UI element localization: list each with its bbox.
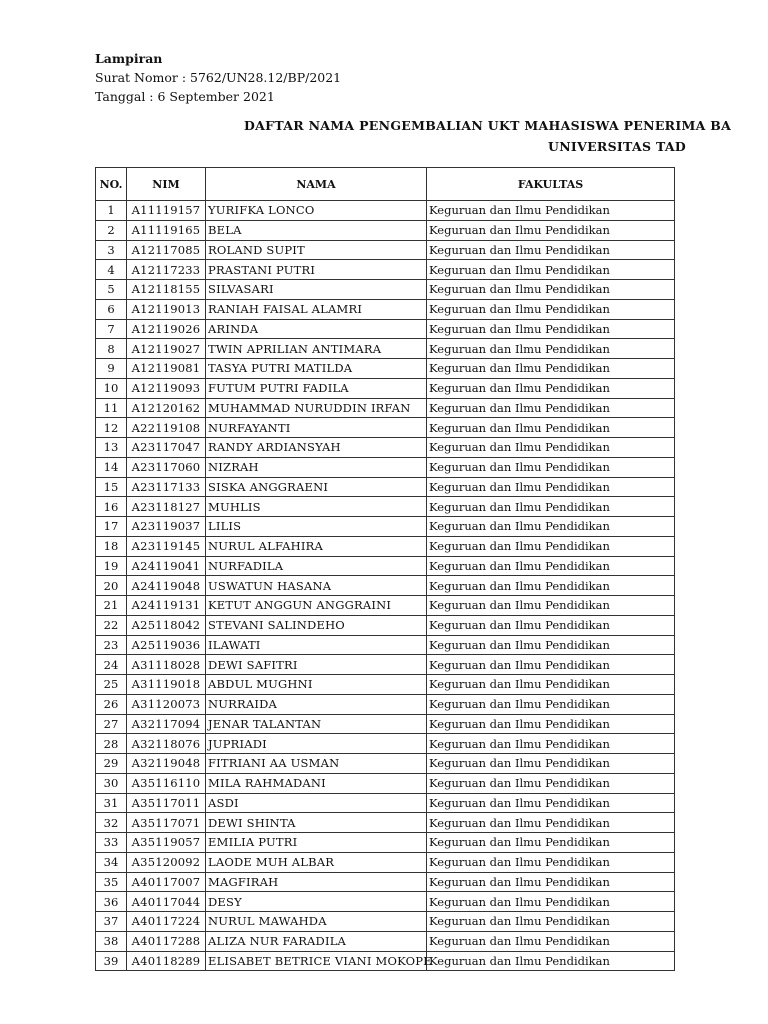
row-number: 24 (96, 655, 127, 675)
student-nim: A35120092 (127, 852, 206, 872)
student-name: MUHLIS (206, 497, 427, 517)
faculty-name: Keguruan dan Ilmu Pendidikan (427, 813, 675, 833)
row-number: 20 (96, 576, 127, 596)
faculty-name: Keguruan dan Ilmu Pendidikan (427, 438, 675, 458)
faculty-name: Keguruan dan Ilmu Pendidikan (427, 260, 675, 280)
student-nim: A32118076 (127, 734, 206, 754)
table-row (96, 359, 675, 379)
student-name: MAGFIRAH (206, 872, 427, 892)
table-row (96, 319, 675, 339)
student-name: ABDUL MUGHNI (206, 675, 427, 695)
student-nim: A25118042 (127, 615, 206, 635)
table-row (96, 793, 675, 813)
student-name: ARINDA (206, 319, 427, 339)
table-row (96, 655, 675, 675)
student-name: USWATUN HASANA (206, 576, 427, 596)
table-row (96, 833, 675, 853)
row-number: 32 (96, 813, 127, 833)
student-nim: A31120073 (127, 694, 206, 714)
table-row (96, 517, 675, 537)
column-header-fakultas: FAKULTAS (427, 168, 675, 201)
student-name: MILA RAHMADANI (206, 773, 427, 793)
table-row (96, 220, 675, 240)
student-name: KETUT ANGGUN ANGGRAINI (206, 596, 427, 616)
faculty-name: Keguruan dan Ilmu Pendidikan (427, 536, 675, 556)
student-nim: A23118127 (127, 497, 206, 517)
student-name: EMILIA PUTRI (206, 833, 427, 853)
row-number: 16 (96, 497, 127, 517)
student-table (95, 167, 675, 971)
row-number: 13 (96, 438, 127, 458)
student-name: ASDI (206, 793, 427, 813)
student-nim: A23117047 (127, 438, 206, 458)
student-nim: A12120162 (127, 398, 206, 418)
faculty-name: Keguruan dan Ilmu Pendidikan (427, 359, 675, 379)
student-nim: A12117233 (127, 260, 206, 280)
faculty-name: Keguruan dan Ilmu Pendidikan (427, 675, 675, 695)
student-name: FITRIANI AA USMAN (206, 754, 427, 774)
faculty-name: Keguruan dan Ilmu Pendidikan (427, 754, 675, 774)
student-nim: A40117224 (127, 912, 206, 932)
table-row (96, 813, 675, 833)
faculty-name: Keguruan dan Ilmu Pendidikan (427, 596, 675, 616)
student-nim: A35119057 (127, 833, 206, 853)
row-number: 27 (96, 714, 127, 734)
faculty-name: Keguruan dan Ilmu Pendidikan (427, 773, 675, 793)
faculty-name: Keguruan dan Ilmu Pendidikan (427, 833, 675, 853)
student-nim: A24119041 (127, 556, 206, 576)
faculty-name: Keguruan dan Ilmu Pendidikan (427, 280, 675, 300)
row-number: 9 (96, 359, 127, 379)
student-name: NURFADILA (206, 556, 427, 576)
row-number: 14 (96, 457, 127, 477)
student-nim: A40117288 (127, 931, 206, 951)
faculty-name: Keguruan dan Ilmu Pendidikan (427, 872, 675, 892)
row-number: 3 (96, 240, 127, 260)
table-row (96, 852, 675, 872)
row-number: 25 (96, 675, 127, 695)
faculty-name: Keguruan dan Ilmu Pendidikan (427, 951, 675, 971)
faculty-name: Keguruan dan Ilmu Pendidikan (427, 220, 675, 240)
row-number: 36 (96, 892, 127, 912)
column-header-no: NO. (96, 168, 127, 201)
faculty-name: Keguruan dan Ilmu Pendidikan (427, 694, 675, 714)
faculty-name: Keguruan dan Ilmu Pendidikan (427, 201, 675, 221)
table-row (96, 438, 675, 458)
row-number: 28 (96, 734, 127, 754)
document-title-line-1: DAFTAR NAMA PENGEMBALIAN UKT MAHASISWA PENERIMA BA (244, 118, 732, 133)
student-nim: A23119145 (127, 536, 206, 556)
table-row (96, 635, 675, 655)
table-row (96, 260, 675, 280)
row-number: 15 (96, 477, 127, 497)
student-name: NURFAYANTI (206, 418, 427, 438)
student-nim: A12119027 (127, 339, 206, 359)
faculty-name: Keguruan dan Ilmu Pendidikan (427, 240, 675, 260)
student-name: DEWI SAFITRI (206, 655, 427, 675)
faculty-name: Keguruan dan Ilmu Pendidikan (427, 556, 675, 576)
student-name: LAODE MUH ALBAR (206, 852, 427, 872)
student-name: NIZRAH (206, 457, 427, 477)
faculty-name: Keguruan dan Ilmu Pendidikan (427, 517, 675, 537)
row-number: 38 (96, 931, 127, 951)
table-row (96, 714, 675, 734)
table-row (96, 418, 675, 438)
table-row (96, 556, 675, 576)
faculty-name: Keguruan dan Ilmu Pendidikan (427, 299, 675, 319)
faculty-name: Keguruan dan Ilmu Pendidikan (427, 793, 675, 813)
student-nim: A40118289 (127, 951, 206, 971)
faculty-name: Keguruan dan Ilmu Pendidikan (427, 615, 675, 635)
row-number: 31 (96, 793, 127, 813)
column-header-nama: NAMA (206, 168, 427, 201)
faculty-name: Keguruan dan Ilmu Pendidikan (427, 457, 675, 477)
table-row (96, 201, 675, 221)
student-name: SILVASARI (206, 280, 427, 300)
student-nim: A12119013 (127, 299, 206, 319)
student-name: NURUL ALFAHIRA (206, 536, 427, 556)
table-row (96, 754, 675, 774)
student-name: ILAWATI (206, 635, 427, 655)
table-row (96, 398, 675, 418)
row-number: 29 (96, 754, 127, 774)
row-number: 18 (96, 536, 127, 556)
table-row (96, 477, 675, 497)
student-name: FUTUM PUTRI FADILA (206, 378, 427, 398)
row-number: 8 (96, 339, 127, 359)
student-nim: A40117044 (127, 892, 206, 912)
student-name: NURRAIDA (206, 694, 427, 714)
table-body (96, 201, 675, 971)
row-number: 22 (96, 615, 127, 635)
letter-number: Surat Nomor : 5762/UN28.12/BP/2021 (95, 70, 342, 85)
student-name: NURUL MAWAHDA (206, 912, 427, 932)
student-nim: A12119093 (127, 378, 206, 398)
student-name: DEWI SHINTA (206, 813, 427, 833)
faculty-name: Keguruan dan Ilmu Pendidikan (427, 418, 675, 438)
row-number: 5 (96, 280, 127, 300)
student-name: YURIFKA LONCO (206, 201, 427, 221)
student-nim: A35117071 (127, 813, 206, 833)
faculty-name: Keguruan dan Ilmu Pendidikan (427, 852, 675, 872)
row-number: 1 (96, 201, 127, 221)
table-row (96, 872, 675, 892)
attachment-header (95, 49, 341, 106)
table-row (96, 457, 675, 477)
faculty-name: Keguruan dan Ilmu Pendidikan (427, 378, 675, 398)
column-header-nim: NIM (127, 168, 206, 201)
faculty-name: Keguruan dan Ilmu Pendidikan (427, 734, 675, 754)
student-name: MUHAMMAD NURUDDIN IRFAN (206, 398, 427, 418)
table-row (96, 675, 675, 695)
row-number: 35 (96, 872, 127, 892)
student-nim: A24119131 (127, 596, 206, 616)
student-name: LILIS (206, 517, 427, 537)
student-name: JENAR TALANTAN (206, 714, 427, 734)
table-row (96, 497, 675, 517)
row-number: 11 (96, 398, 127, 418)
student-name: PRASTANI PUTRI (206, 260, 427, 280)
student-nim: A23117133 (127, 477, 206, 497)
student-nim: A11119157 (127, 201, 206, 221)
table-row (96, 615, 675, 635)
student-name: RANIAH FAISAL ALAMRI (206, 299, 427, 319)
student-name: JUPRIADI (206, 734, 427, 754)
row-number: 17 (96, 517, 127, 537)
faculty-name: Keguruan dan Ilmu Pendidikan (427, 398, 675, 418)
student-nim: A40117007 (127, 872, 206, 892)
student-nim: A31119018 (127, 675, 206, 695)
table-row (96, 931, 675, 951)
table-header-row (96, 168, 675, 201)
row-number: 21 (96, 596, 127, 616)
faculty-name: Keguruan dan Ilmu Pendidikan (427, 319, 675, 339)
table-row (96, 339, 675, 359)
student-nim: A32119048 (127, 754, 206, 774)
attachment-title: Lampiran (95, 51, 163, 66)
student-nim: A12119026 (127, 319, 206, 339)
student-nim: A25119036 (127, 635, 206, 655)
student-name: ROLAND SUPIT (206, 240, 427, 260)
student-name: STEVANI SALINDEHO (206, 615, 427, 635)
table-row (96, 299, 675, 319)
document-title-line-2: UNIVERSITAS TAD (548, 139, 687, 154)
student-nim: A35116110 (127, 773, 206, 793)
table-row (96, 951, 675, 971)
student-name: ALIZA NUR FARADILA (206, 931, 427, 951)
row-number: 33 (96, 833, 127, 853)
row-number: 2 (96, 220, 127, 240)
table-row (96, 280, 675, 300)
row-number: 4 (96, 260, 127, 280)
table-row (96, 576, 675, 596)
student-name: TASYA PUTRI MATILDA (206, 359, 427, 379)
student-nim: A12118155 (127, 280, 206, 300)
row-number: 34 (96, 852, 127, 872)
table-row (96, 694, 675, 714)
student-nim: A23119037 (127, 517, 206, 537)
student-nim: A24119048 (127, 576, 206, 596)
student-name: BELA (206, 220, 427, 240)
student-nim: A35117011 (127, 793, 206, 813)
row-number: 6 (96, 299, 127, 319)
table-row (96, 773, 675, 793)
row-number: 10 (96, 378, 127, 398)
faculty-name: Keguruan dan Ilmu Pendidikan (427, 339, 675, 359)
row-number: 37 (96, 912, 127, 932)
student-nim: A32117094 (127, 714, 206, 734)
faculty-name: Keguruan dan Ilmu Pendidikan (427, 892, 675, 912)
faculty-name: Keguruan dan Ilmu Pendidikan (427, 477, 675, 497)
row-number: 26 (96, 694, 127, 714)
table-row (96, 378, 675, 398)
student-nim: A12117085 (127, 240, 206, 260)
row-number: 23 (96, 635, 127, 655)
student-name: SISKA ANGGRAENI (206, 477, 427, 497)
document-title (96, 115, 732, 157)
row-number: 19 (96, 556, 127, 576)
table-row (96, 912, 675, 932)
row-number: 30 (96, 773, 127, 793)
faculty-name: Keguruan dan Ilmu Pendidikan (427, 931, 675, 951)
table-row (96, 596, 675, 616)
student-nim: A11119165 (127, 220, 206, 240)
letter-date: Tanggal : 6 September 2021 (95, 89, 275, 104)
student-nim: A12119081 (127, 359, 206, 379)
student-name: RANDY ARDIANSYAH (206, 438, 427, 458)
table-row (96, 892, 675, 912)
faculty-name: Keguruan dan Ilmu Pendidikan (427, 635, 675, 655)
student-nim: A22119108 (127, 418, 206, 438)
student-name: TWIN APRILIAN ANTIMARA (206, 339, 427, 359)
row-number: 12 (96, 418, 127, 438)
table-row (96, 734, 675, 754)
table-row (96, 536, 675, 556)
faculty-name: Keguruan dan Ilmu Pendidikan (427, 576, 675, 596)
table-row (96, 240, 675, 260)
student-nim: A31118028 (127, 655, 206, 675)
student-name: DESY (206, 892, 427, 912)
faculty-name: Keguruan dan Ilmu Pendidikan (427, 714, 675, 734)
row-number: 7 (96, 319, 127, 339)
student-nim: A23117060 (127, 457, 206, 477)
student-name: ELISABET BETRICE VIANI MOKOPE (206, 951, 427, 971)
faculty-name: Keguruan dan Ilmu Pendidikan (427, 912, 675, 932)
faculty-name: Keguruan dan Ilmu Pendidikan (427, 655, 675, 675)
row-number: 39 (96, 951, 127, 971)
faculty-name: Keguruan dan Ilmu Pendidikan (427, 497, 675, 517)
